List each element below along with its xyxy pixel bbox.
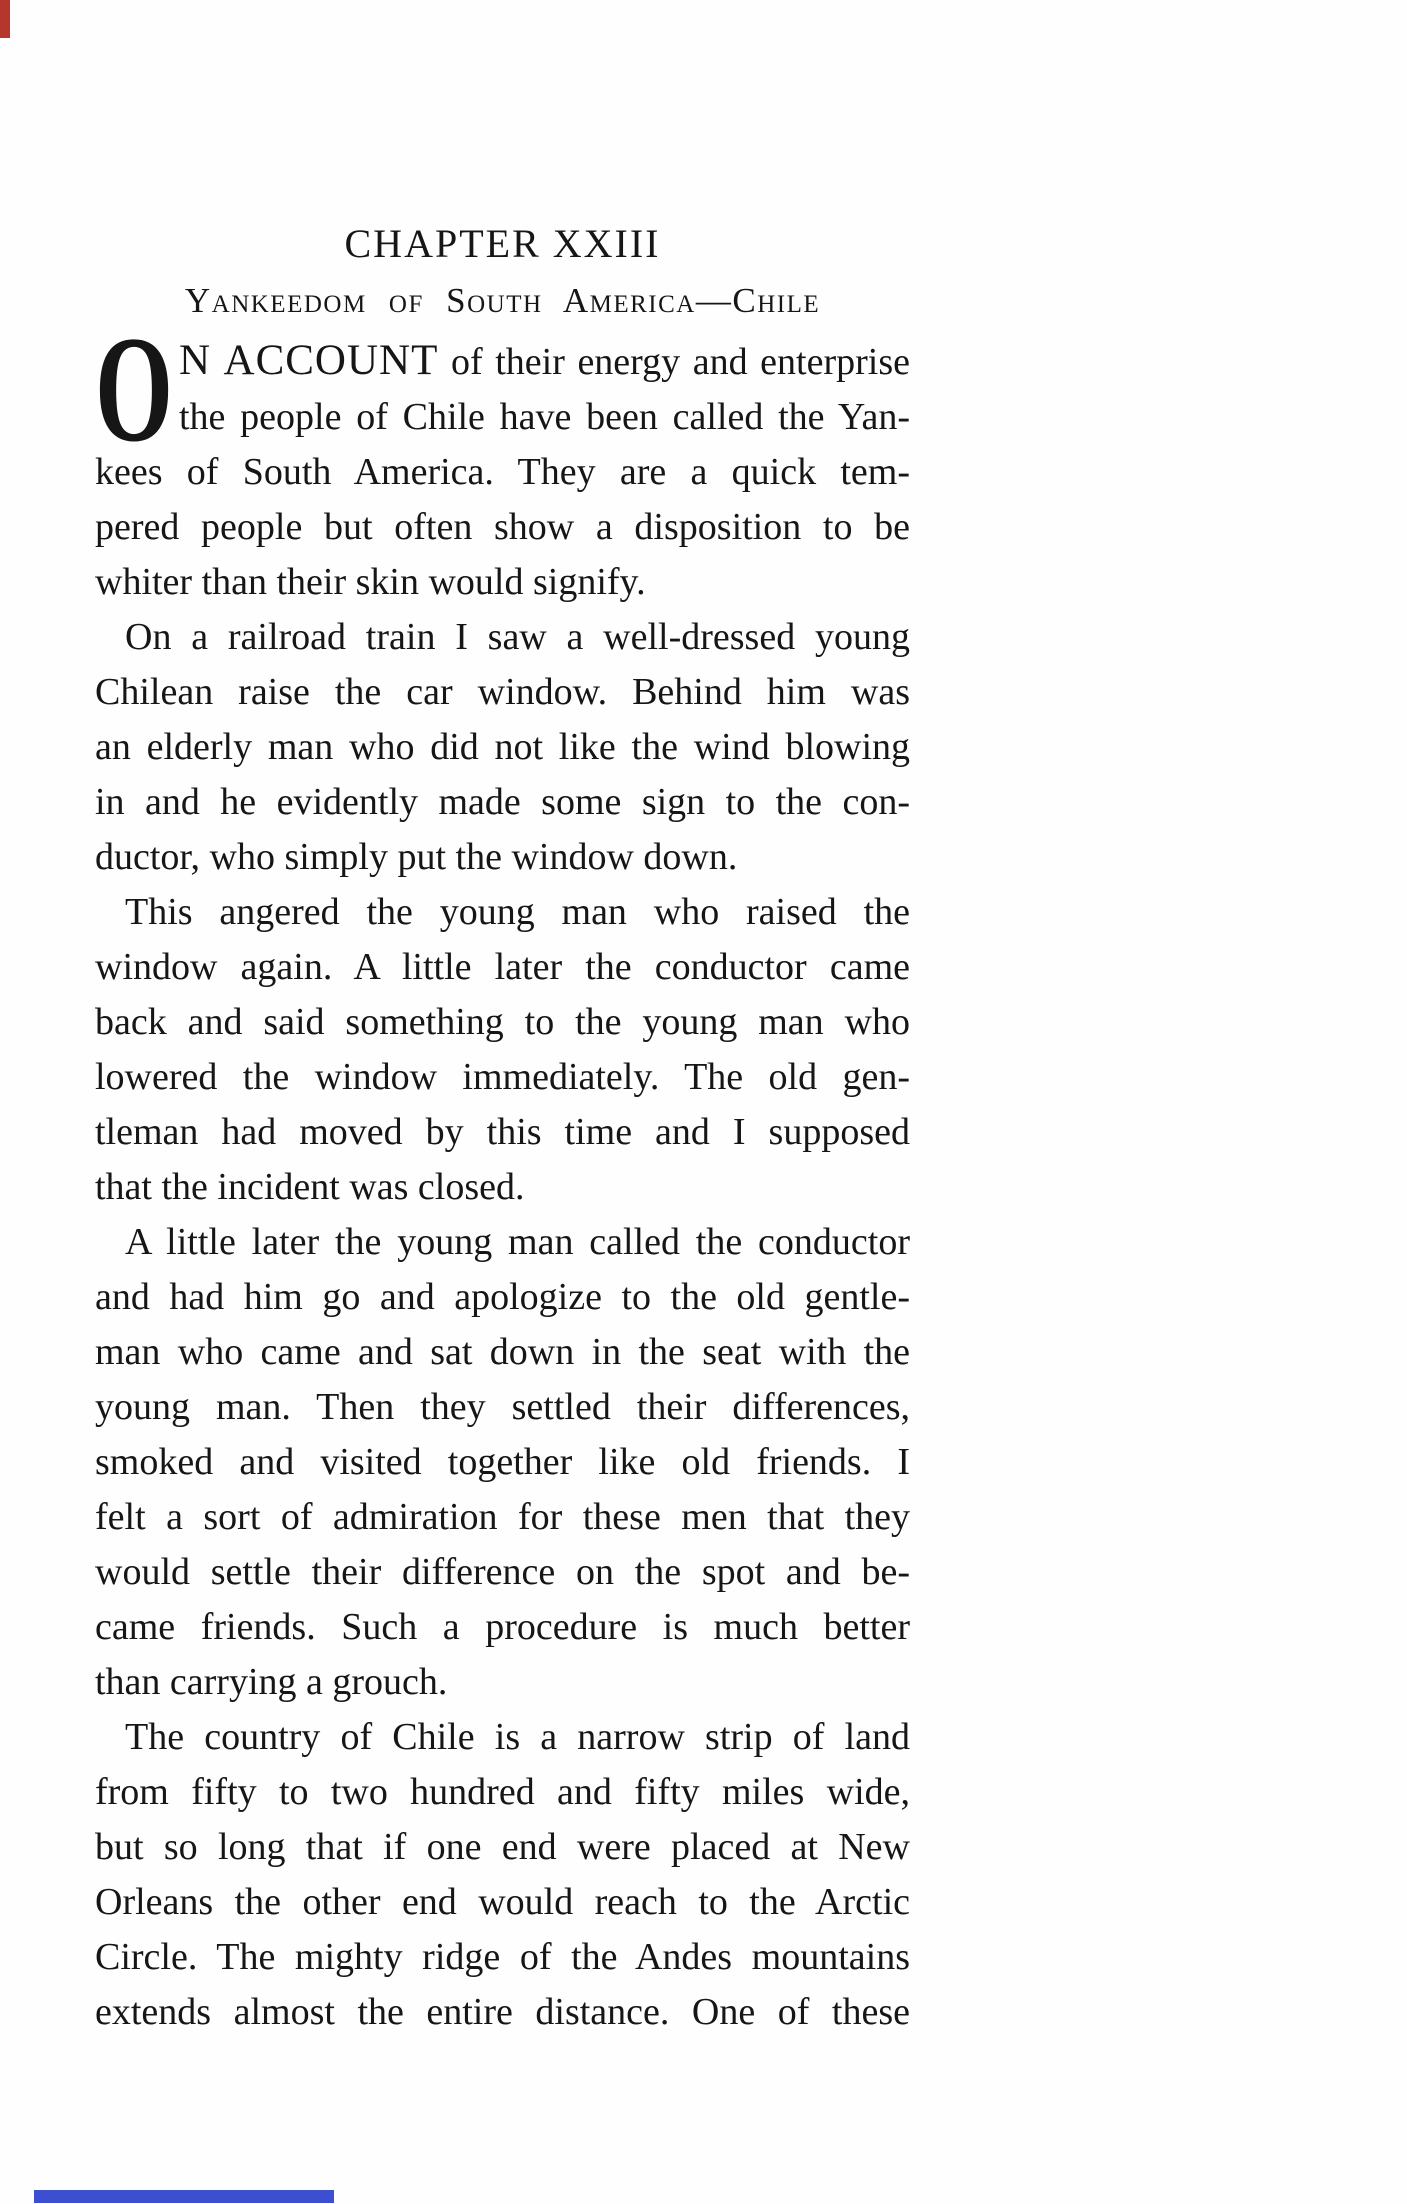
- scan-artifact-blue: [34, 2190, 334, 2203]
- text-line: came friends. Such a procedure is much better: [95, 1606, 910, 1648]
- text-line: tleman had moved by this time and I supposed: [95, 1111, 910, 1153]
- paragraph: [95, 1710, 910, 2040]
- text-line: Chilean raise the car window. Behind him was: [95, 671, 910, 713]
- chapter-subtitle: Yankeedom of South America—Chile: [184, 281, 821, 320]
- paragraph: [95, 305, 910, 610]
- text-line: than carrying a grouch.: [95, 1661, 448, 1703]
- text-line: N ACCOUNT of their energy and enterprise: [179, 337, 910, 384]
- text-line: Orleans the other end would reach to the Arctic: [95, 1881, 910, 1923]
- text-line: but so long that if one end were placed at New: [95, 1826, 910, 1868]
- text-line: back and said something to the young man who: [95, 1001, 910, 1043]
- paragraph: [95, 610, 910, 885]
- chapter-heading: CHAPTER XXIII: [344, 221, 661, 266]
- text-line: This angered the young man who raised the: [125, 891, 910, 933]
- drop-cap: O: [95, 305, 174, 473]
- text-line: whiter than their skin would signify.: [95, 561, 646, 603]
- text-line: lowered the window immediately. The old gen-: [95, 1056, 910, 1098]
- paragraph: [95, 1215, 910, 1710]
- text-line: and had him go and apologize to the old gentle-: [95, 1276, 910, 1318]
- text-line: On a railroad train I saw a well-dressed young: [125, 616, 910, 658]
- text-line: kees of South America. They are a quick tem-: [95, 451, 910, 493]
- text-line: from fifty to two hundred and fifty miles wide,: [95, 1771, 910, 1813]
- text-line: The country of Chile is a narrow strip of land: [125, 1716, 910, 1758]
- scan-artifact-red: [0, 0, 10, 38]
- body-text: [95, 305, 910, 2040]
- text-line: young man. Then they settled their differences,: [95, 1386, 910, 1428]
- text-line: smoked and visited together like old friends. I: [95, 1441, 910, 1483]
- text-line: window again. A little later the conductor came: [95, 946, 910, 988]
- text-line: A little later the young man called the conductor: [125, 1221, 910, 1263]
- text-line: would settle their difference on the spot and be-: [95, 1551, 910, 1593]
- paragraph: [95, 885, 910, 1215]
- text-line: Circle. The mighty ridge of the Andes mountains: [95, 1936, 910, 1978]
- lead-in-caps: N ACCOUNT: [179, 337, 439, 384]
- text-line: an elderly man who did not like the wind blowing: [95, 726, 910, 768]
- text-line: ductor, who simply put the window down.: [95, 836, 738, 878]
- text-line: in and he evidently made some sign to the con-: [95, 781, 910, 823]
- text-line: that the incident was closed.: [95, 1166, 525, 1208]
- text-line: the people of Chile have been called the Yan-: [179, 396, 910, 438]
- text-line: felt a sort of admiration for these men that they: [95, 1496, 910, 1538]
- text-line: extends almost the entire distance. One of these: [95, 1991, 910, 2033]
- text-line: man who came and sat down in the seat with the: [95, 1331, 910, 1373]
- text-line: pered people but often show a disposition to be: [95, 506, 910, 548]
